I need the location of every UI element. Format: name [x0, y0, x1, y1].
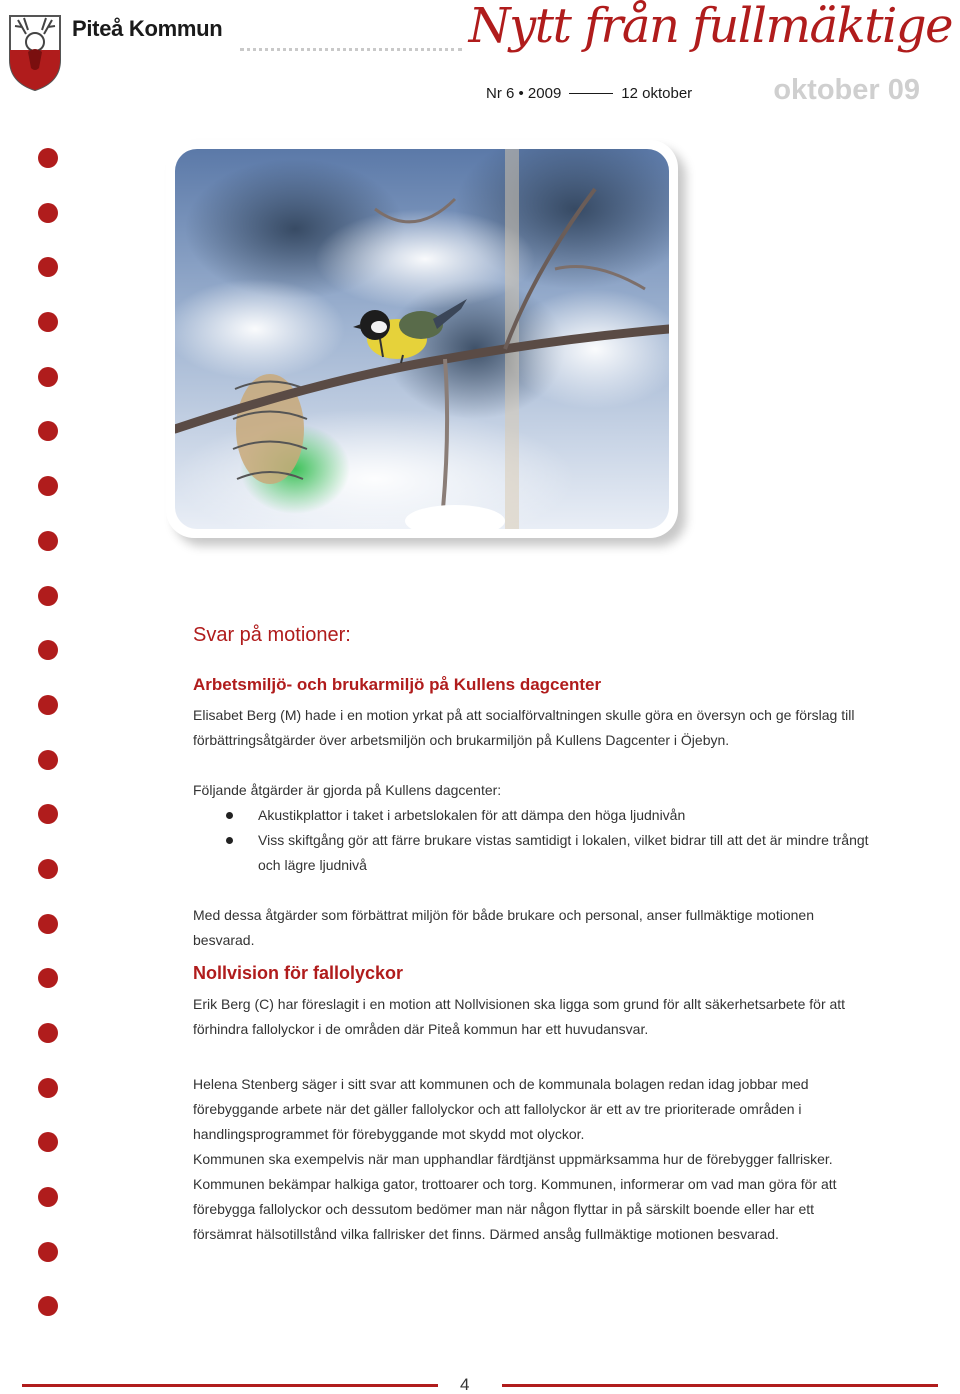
dot [38, 1242, 58, 1262]
heading-nollvision: Nollvision för fallolyckor [193, 963, 404, 983]
dot [38, 312, 58, 332]
dot [38, 859, 58, 879]
dot [38, 640, 58, 660]
dot [38, 257, 58, 277]
footer-rule-right [502, 1384, 938, 1387]
list-item: Akustikplattor i taket i arbetslokalen för att dämpa den höga ljudnivån [193, 803, 873, 828]
dot [38, 586, 58, 606]
issue-dash [569, 93, 613, 94]
dot [38, 914, 58, 934]
dot [38, 968, 58, 988]
dot [38, 476, 58, 496]
paragraph-motion-erik-berg: Erik Berg (C) har föreslagit i en motion att Nollvisionen ska ligga som grund för allt säkerhetsarbete för att förhindra fallolyckor i de områden där Piteå kommun har ett huvudansvar. [193, 996, 846, 1037]
dot [38, 148, 58, 168]
paragraph-followup: Kommunen ska exempelvis när man upphandlar färdtjänst uppmärksamma hur de förebygger fallrisker. Kommunen bekämpar halkiga gator, trottoarer och torg. Kommunen, informerar om vad man göra för att förebygga fallolyckor och dessutom bedömer man när någon flyttar in på särskilt boende eller har ett försämrat hälsotillstånd vilka fallrisker det finns. Därmed ansåg fullmäktige motionen besvarad. [193, 1151, 837, 1242]
issue-date: 12 oktober [621, 85, 693, 102]
paragraph-conclusion: Med dessa åtgärder som förbättrat miljön för både brukare och personal, anser fullmäktige motionen besvarad. [193, 907, 814, 948]
dot [38, 531, 58, 551]
list-intro: Följande åtgärder är gjorda på Kullens dagcenter: [193, 782, 502, 798]
article-content [193, 624, 873, 1247]
measures-list [193, 803, 873, 878]
list-item: Viss skiftgång gör att färre brukare vistas samtidigt i lokalen, vilket bidrar till att det är mindre trångt och lägre ljudnivå [193, 828, 873, 878]
dot [38, 804, 58, 824]
issue-number: Nr 6 • 2009 [486, 85, 562, 102]
bird-photo-icon [175, 149, 669, 529]
dot [38, 1078, 58, 1098]
heading-kullens-dagcenter: Arbetsmiljö- och brukarmiljö på Kullens dagcenter [193, 675, 602, 694]
dot [38, 750, 58, 770]
paragraph-answer: Helena Stenberg säger i sitt svar att kommunen och de kommunala bolagen redan idag jobbar med förebyggande arbete när det gäller fallolyckor och att fallolyckor är ett av tre prioriterade områden i handlingsprogrammet för förebyggande mot skydd mot olyckor. [193, 1076, 809, 1142]
dot [38, 367, 58, 387]
masthead-title: Nytt från fullmäktige [468, 0, 952, 54]
decorative-dot-column [38, 148, 60, 1351]
paragraph-motion-berg: Elisabet Berg (M) hade i en motion yrkat på att socialförvaltningen skulle göra en översyn och ge förslag till förbättringsåtgärder över arbetsmiljön och brukarmiljön på Kullens Dagcenter i Öjebyn. [193, 707, 855, 748]
municipality-crest-logo [6, 12, 64, 92]
dot [38, 1132, 58, 1152]
dot [38, 1187, 58, 1207]
issue-line [486, 85, 692, 102]
section-title: Svar på motioner: [193, 624, 351, 646]
dot [38, 203, 58, 223]
org-name: Piteå Kommun [72, 16, 223, 41]
dot [38, 1023, 58, 1043]
footer-rule-left [22, 1384, 438, 1387]
dotted-divider [240, 48, 462, 51]
dot [38, 1296, 58, 1316]
photo-frame [166, 140, 678, 538]
page-number: 4 [460, 1375, 470, 1394]
issue-month: oktober 09 [773, 74, 920, 106]
dot [38, 421, 58, 441]
dot [38, 695, 58, 715]
